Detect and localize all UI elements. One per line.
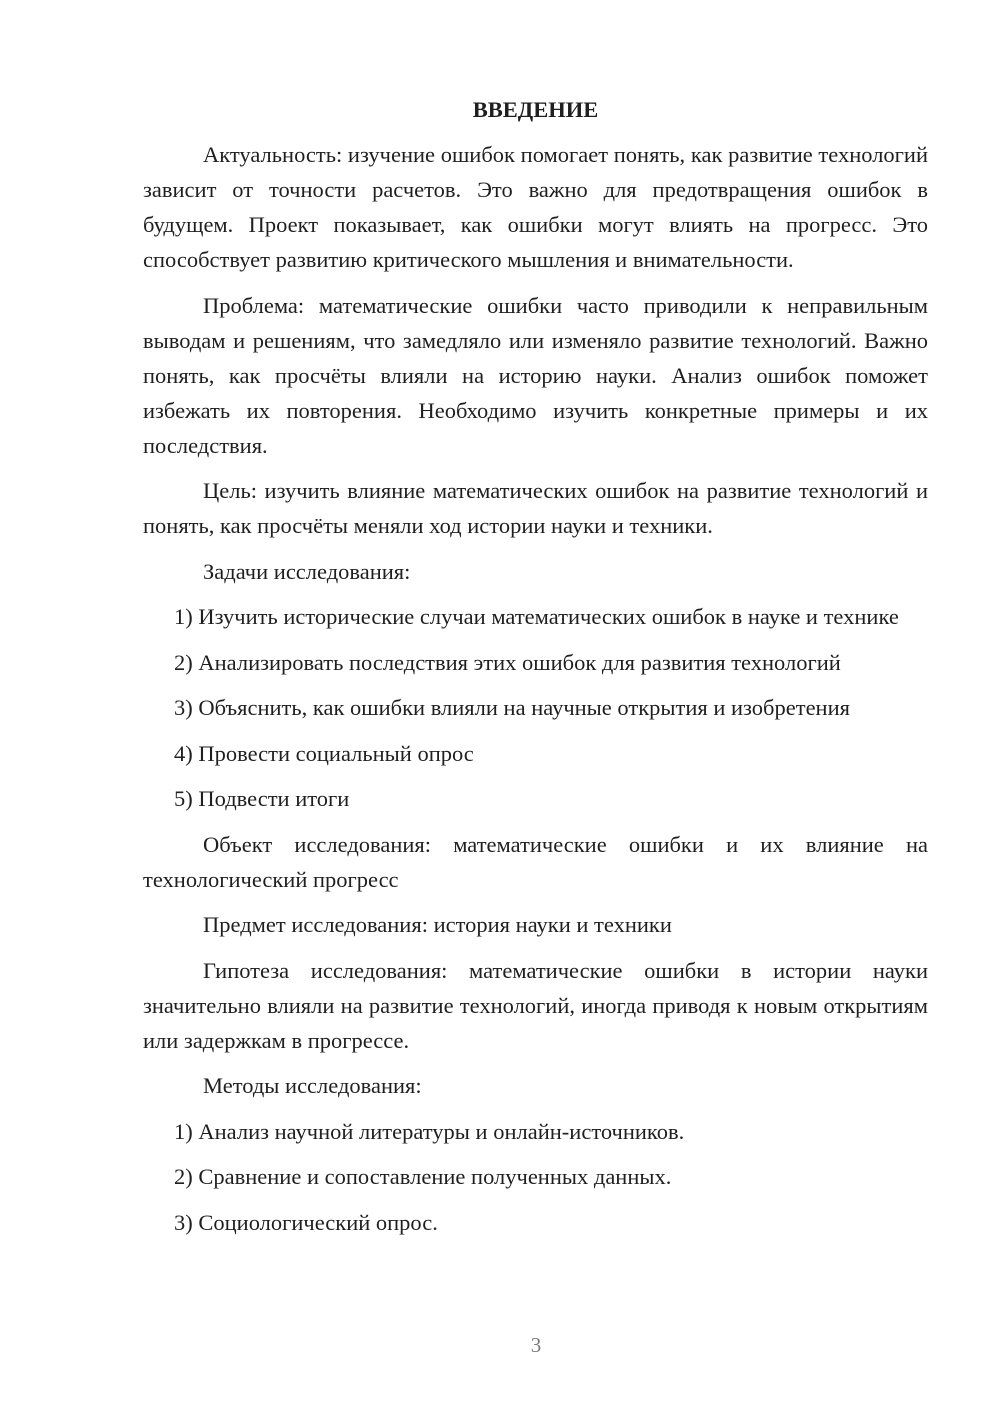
method-item: 1) Анализ научной литературы и онлайн-источников. <box>174 1118 685 1144</box>
hypothesis-paragraph: Гипотеза исследования: математические ошибки в истории науки значительно влияли на развитие технологий, иногда приводя к новым открытиям или задержкам в прогрессе. <box>143 957 928 1053</box>
task-item: 3) Объяснить, как ошибки влияли на научные открытия и изобретения <box>174 695 850 720</box>
section-title: ВВЕДЕНИЕ <box>472 97 599 122</box>
subject-paragraph: Предмет исследования: история науки и техники <box>203 912 672 937</box>
method-item: 2) Сравнение и сопоставление полученных данных. <box>174 1164 672 1189</box>
tasks-heading: Задачи исследования: <box>203 558 411 584</box>
task-item: 1) Изучить исторические случаи математических ошибок в науке и технике <box>174 604 899 629</box>
method-item: 3) Социологический опрос. <box>174 1209 438 1235</box>
task-item: 2) Анализировать последствия этих ошибок для развития технологий <box>174 649 841 675</box>
problem-paragraph: Проблема: математические ошибки часто приводили к неправильным выводам и решениям, что замедляло или изменяло развитие технологий. Важно понять, как просчёты влияли на историю науки. Анализ ошибок поможет избежать их повторения. Необходимо изучить конкретные примеры и их последствия. <box>143 292 928 458</box>
goal-paragraph: Цель: изучить влияние математических ошибок на развитие технологий и понять, как просчёты меняли ход истории науки и техники. <box>143 478 928 538</box>
task-item: 4) Провести социальный опрос <box>174 740 474 766</box>
task-item: 5) Подвести итоги <box>174 786 350 811</box>
document-page <box>143 92 928 1250</box>
relevance-paragraph: Актуальность: изучение ошибок помогает понять, как развитие технологий зависит от точности расчетов. Это важно для предотвращения ошибок в будущем. Проект показывает, как ошибки могут влиять на прогресс. Это способствует развитию критического мышления и внимательности. <box>143 142 928 272</box>
page-number: 3 <box>530 1333 542 1357</box>
object-paragraph: Объект исследования: математические ошибки и их влияние на технологический прогресс <box>143 831 928 892</box>
methods-heading: Методы исследования: <box>203 1073 422 1098</box>
